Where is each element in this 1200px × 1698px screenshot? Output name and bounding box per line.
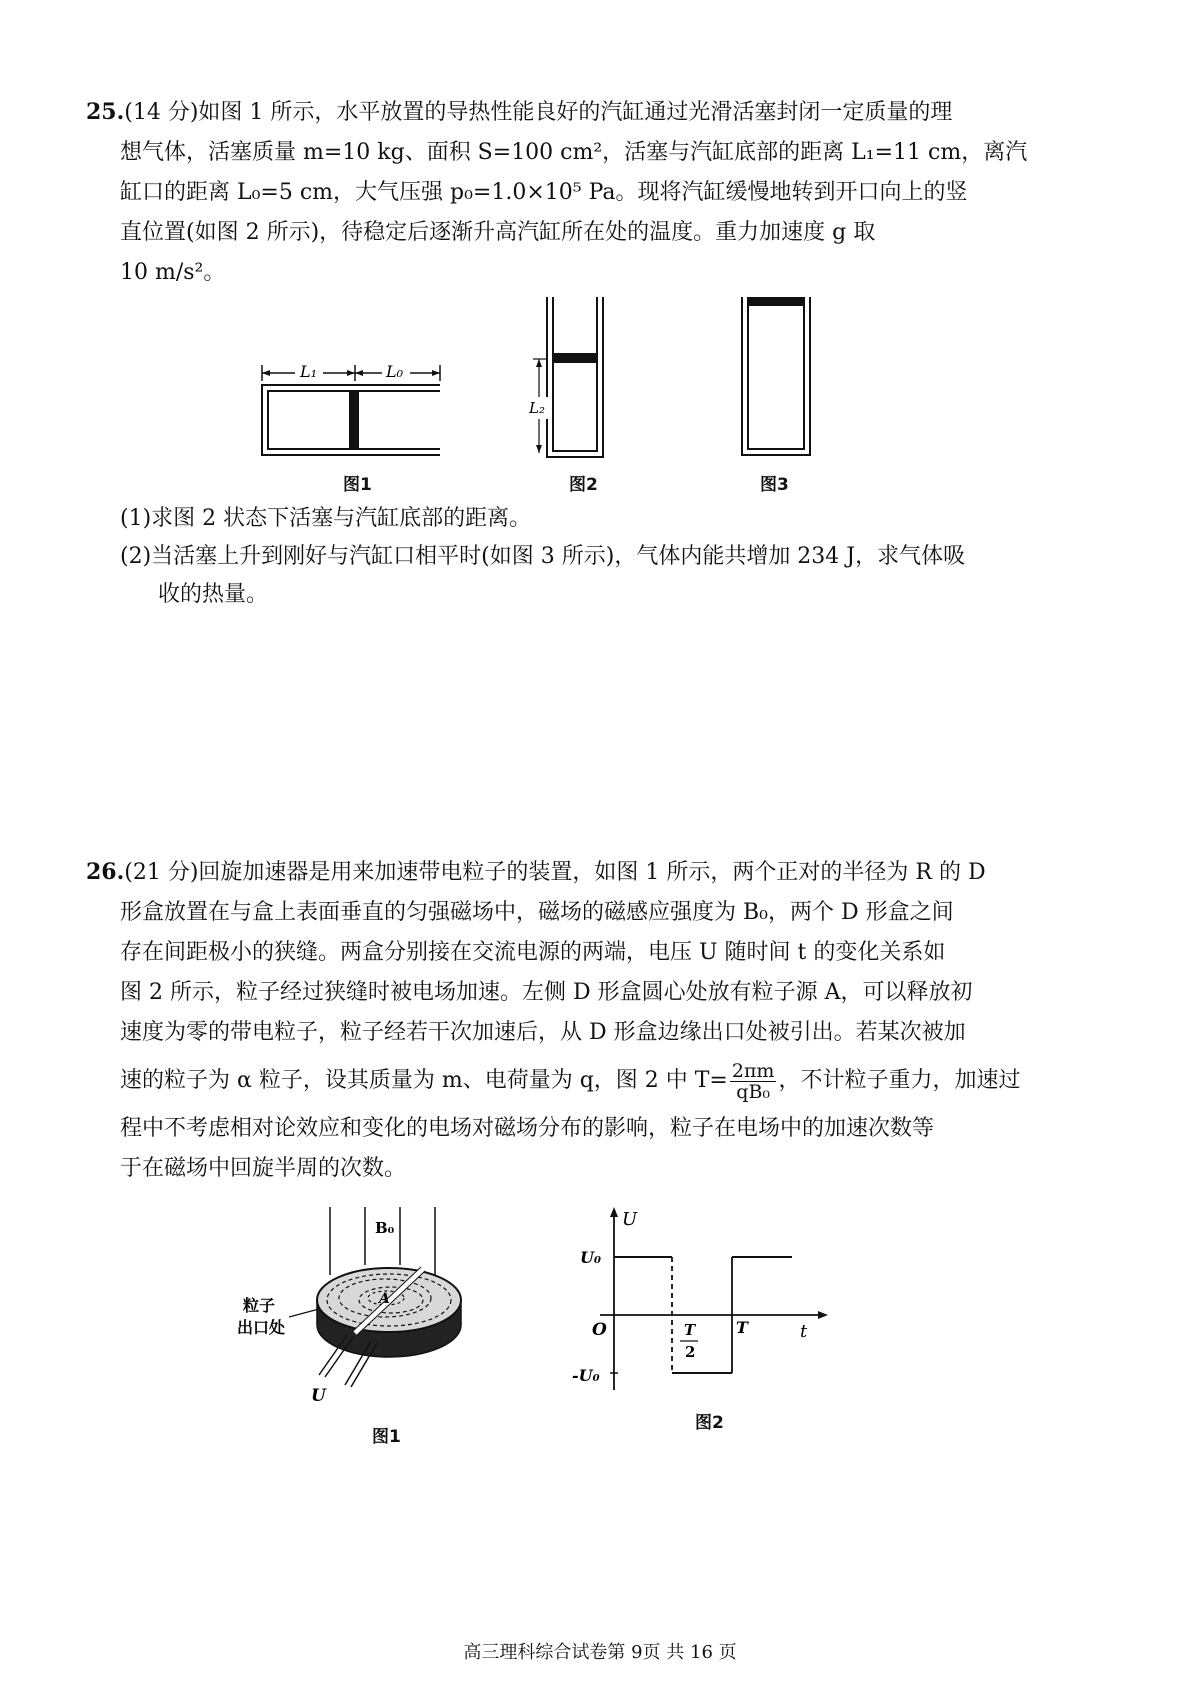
q26-line-7: 程中不考虑相对论效应和变化的电场对磁场分布的影响，粒子在电场中的加速次数等	[120, 1116, 935, 1141]
q26-line-6: 速的粒子为 α 粒子，设其质量为 m、电荷量为 q，图 2 中 T= $\frac{2\pi m}{\text{qB₀}}$ ，不计粒子重力，加速过	[120, 1059, 1021, 1103]
label-l2: L₂	[529, 399, 545, 417]
q25-sub2-line2: 收的热量。	[158, 582, 269, 607]
origin-label: O	[592, 1320, 607, 1340]
q26-figure-2	[570, 1205, 830, 1395]
label-t: T	[736, 1318, 748, 1337]
period-formula: $\frac{2\pi m}{\text{qB₀}}$	[731, 1059, 775, 1103]
q26-fig1-caption: 图1	[372, 1427, 401, 1447]
axis-t: t	[800, 1321, 808, 1342]
label-b0: B₀	[375, 1219, 395, 1237]
page-footer: 高三理科综合试卷第 9页 共 16 页	[463, 1642, 737, 1663]
question-26	[86, 852, 1086, 1189]
q26-line-4: 图 2 所示，粒子经过狭缝时被电场加速。左侧 D 形盒圆心处放有粒子源 A，可以释放初	[120, 980, 973, 1005]
label-half-den: 2	[685, 1343, 696, 1361]
q25-line-3: 缸口的距离 L₀=5 cm，大气压强 p₀=1.0×10⁵ Pa。现将汽缸缓慢地转到开口向上的竖	[120, 180, 968, 205]
label-l0: L₀	[386, 362, 404, 381]
label-exit-1: 粒子	[243, 1296, 276, 1315]
q25-figure-1	[260, 355, 460, 465]
axis-u: U	[622, 1209, 638, 1230]
q25-fig3-caption: 图3	[760, 475, 789, 495]
q25-fig1-caption: 图1	[343, 475, 372, 495]
q26-line-2: 形盒放置在与盒上表面垂直的匀强磁场中，磁场的磁感应强度为 B₀，两个 D 形盒之间	[120, 900, 954, 925]
q25-line-4: 直位置(如图 2 所示)，待稳定后逐渐升高汽缸所在处的温度。重力加速度 g 取	[120, 220, 876, 245]
q26-figure-1	[235, 1205, 495, 1415]
q26-line-5: 速度为零的带电粒子，粒子经若干次加速后，从 D 形盒边缘出口处被引出。若某次被加	[120, 1020, 966, 1045]
q25-line-2: 想气体，活塞质量 m=10 kg、面积 S=100 cm²，活塞与汽缸底部的距离 L₁=11 cm，离汽	[120, 140, 1028, 165]
q26-number: 26.	[86, 859, 125, 885]
q25-line-1: 25.(14 分)如图 1 所示，水平放置的导热性能良好的汽缸通过光滑活塞封闭一定质量的理	[86, 99, 953, 125]
q26-line-8: 于在磁场中回旋半周的次数。	[120, 1156, 407, 1181]
q25-sub2-line1: (2)当活塞上升到刚好与汽缸口相平时(如图 3 所示)，气体内能共增加 234 J，求气体吸	[120, 544, 966, 569]
q26-line-3: 存在间距极小的狭缝。两盒分别接在交流电源的两端，电压 U 随时间 t 的变化关系如	[120, 940, 946, 965]
q25-sub1: (1)求图 2 状态下活塞与汽缸底部的距离。	[120, 506, 532, 531]
q25-line-5: 10 m/s²。	[120, 260, 226, 285]
label-neg-u0: -U₀	[572, 1366, 600, 1385]
q26-line-1: 26.(21 分)回旋加速器是用来加速带电粒子的装置，如图 1 所示，两个正对的半径为 R 的 D	[86, 859, 986, 885]
q26-fig2-caption: 图2	[695, 1413, 724, 1433]
label-l1: L₁	[300, 362, 318, 381]
q25-number: 25.	[86, 99, 125, 125]
q25-fig2-caption: 图2	[569, 475, 598, 495]
label-u0: U₀	[580, 1248, 601, 1267]
label-half-num: T	[684, 1321, 696, 1339]
q25-figure-2	[525, 295, 605, 465]
label-a: A	[379, 1291, 390, 1307]
q25-subquestions	[120, 500, 1080, 614]
q25-figure-3	[740, 295, 820, 460]
question-25	[86, 92, 1086, 293]
label-exit-2: 出口处	[237, 1318, 286, 1337]
label-u-source: U	[311, 1386, 326, 1406]
